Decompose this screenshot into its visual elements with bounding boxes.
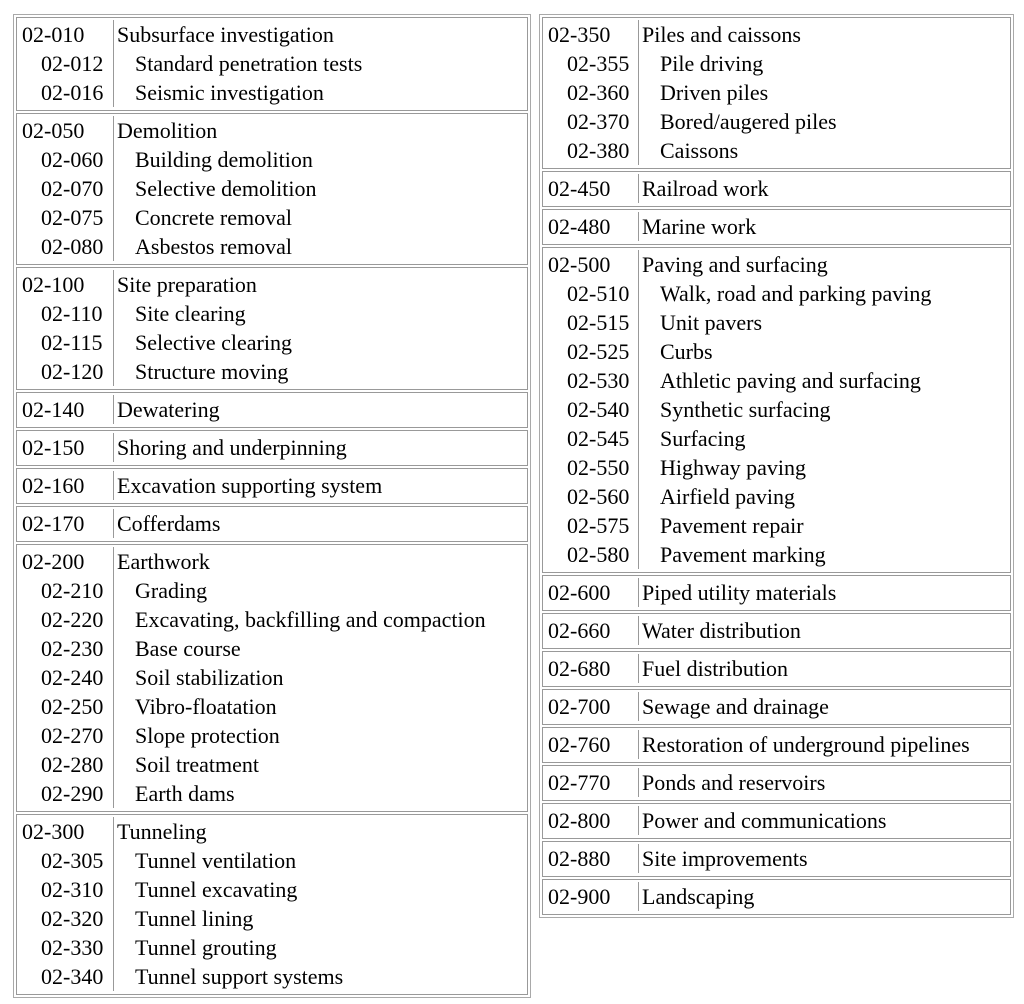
subsection-row [545, 337, 1008, 366]
section-group [542, 575, 1011, 611]
section-group [542, 689, 1011, 725]
section-title: Earthwork [117, 549, 210, 574]
subsection-row [19, 576, 525, 605]
section-code: 02-240 [19, 663, 114, 692]
section-code: 02-305 [19, 846, 114, 875]
section-code: 02-012 [19, 49, 114, 78]
section-title: Landscaping [642, 884, 755, 909]
section-code: 02-080 [19, 232, 114, 261]
section-group [16, 814, 528, 995]
section-code: 02-515 [545, 308, 639, 337]
section-title: Building demolition [135, 147, 313, 172]
section-code: 02-200 [19, 547, 114, 576]
section-title: Earth dams [135, 781, 235, 806]
section-code: 02-280 [19, 750, 114, 779]
section-title: Excavating, backfilling and compaction [135, 607, 486, 632]
left-column-table [13, 14, 531, 998]
subsection-row [19, 203, 525, 232]
section-title: Standard penetration tests [135, 51, 363, 76]
subsection-row [19, 933, 525, 962]
section-row [19, 547, 525, 576]
section-code: 02-290 [19, 779, 114, 808]
section-title: Water distribution [642, 618, 801, 643]
section-code: 02-170 [19, 509, 114, 538]
section-code: 02-340 [19, 962, 114, 991]
section-title: Subsurface investigation [117, 22, 334, 47]
section-row [545, 212, 1008, 241]
section-title: Unit pavers [660, 310, 763, 335]
section-code: 02-250 [19, 692, 114, 721]
subsection-row [545, 308, 1008, 337]
section-title: Soil stabilization [135, 665, 284, 690]
section-code: 02-350 [545, 20, 639, 49]
section-title: Asbestos removal [135, 234, 293, 259]
section-code: 02-580 [545, 540, 639, 569]
section-group [16, 468, 528, 504]
section-code: 02-360 [545, 78, 639, 107]
subsection-row [545, 453, 1008, 482]
subsection-row [545, 424, 1008, 453]
section-row [545, 844, 1008, 873]
section-row [545, 616, 1008, 645]
section-row [19, 433, 525, 462]
section-group [16, 392, 528, 428]
section-title: Surfacing [660, 426, 746, 451]
subsection-row [19, 299, 525, 328]
section-title: Athletic paving and surfacing [660, 368, 921, 393]
section-row [19, 20, 525, 49]
section-title: Site improvements [642, 846, 808, 871]
section-row [545, 250, 1008, 279]
section-group [542, 651, 1011, 687]
section-code: 02-220 [19, 605, 114, 634]
section-title: Excavation supporting system [117, 473, 383, 498]
section-code: 02-380 [545, 136, 639, 165]
section-code: 02-600 [545, 578, 639, 607]
section-code: 02-450 [545, 174, 639, 203]
section-title: Dewatering [117, 397, 220, 422]
section-group [542, 841, 1011, 877]
subsection-row [545, 540, 1008, 569]
section-row [545, 768, 1008, 797]
section-title: Structure moving [135, 359, 289, 384]
subsection-row [19, 145, 525, 174]
section-title: Power and communications [642, 808, 887, 833]
section-code: 02-310 [19, 875, 114, 904]
section-title: Railroad work [642, 176, 769, 201]
section-code: 02-075 [19, 203, 114, 232]
section-code: 02-100 [19, 270, 114, 299]
subsection-row [545, 511, 1008, 540]
section-row [19, 471, 525, 500]
subsection-row [19, 962, 525, 991]
section-title: Base course [135, 636, 241, 661]
subsection-row [19, 779, 525, 808]
section-title: Soil treatment [135, 752, 260, 777]
section-title: Selective clearing [135, 330, 292, 355]
section-title: Tunneling [117, 819, 207, 844]
section-code: 02-230 [19, 634, 114, 663]
section-title: Cofferdams [117, 511, 221, 536]
section-code: 02-355 [545, 49, 639, 78]
subsection-row [19, 721, 525, 750]
subsection-row [19, 692, 525, 721]
section-title: Airfield paving [660, 484, 796, 509]
section-code: 02-550 [545, 453, 639, 482]
section-group [542, 209, 1011, 245]
section-code: 02-540 [545, 395, 639, 424]
section-row [19, 509, 525, 538]
section-group [16, 17, 528, 111]
section-row [545, 692, 1008, 721]
section-title: Selective demolition [135, 176, 317, 201]
section-code: 02-480 [545, 212, 639, 241]
subsection-row [19, 49, 525, 78]
section-group [542, 879, 1011, 915]
section-title: Piles and caissons [642, 22, 801, 47]
section-group [542, 247, 1011, 573]
subsection-row [19, 78, 525, 107]
subsection-row [545, 107, 1008, 136]
section-code: 02-900 [545, 882, 639, 911]
section-title: Slope protection [135, 723, 280, 748]
subsection-row [545, 49, 1008, 78]
section-title: Pile driving [660, 51, 764, 76]
section-row [545, 730, 1008, 759]
section-title: Tunnel support systems [135, 964, 344, 989]
section-group [542, 171, 1011, 207]
section-title: Tunnel grouting [135, 935, 277, 960]
section-title: Ponds and reservoirs [642, 770, 826, 795]
section-row [545, 20, 1008, 49]
section-code: 02-070 [19, 174, 114, 203]
subsection-row [19, 174, 525, 203]
section-code: 02-060 [19, 145, 114, 174]
subsection-row [19, 232, 525, 261]
section-group [542, 17, 1011, 169]
section-group [542, 765, 1011, 801]
section-title: Concrete removal [135, 205, 292, 230]
section-code: 02-370 [545, 107, 639, 136]
section-code: 02-525 [545, 337, 639, 366]
section-title: Bored/augered piles [660, 109, 837, 134]
section-title: Driven piles [660, 80, 769, 105]
section-title: Fuel distribution [642, 656, 789, 681]
subsection-row [19, 357, 525, 386]
section-row [545, 806, 1008, 835]
section-code: 02-770 [545, 768, 639, 797]
section-code: 02-510 [545, 279, 639, 308]
section-group [542, 613, 1011, 649]
section-code: 02-560 [545, 482, 639, 511]
section-title: Pavement repair [660, 513, 804, 538]
subsection-row [545, 366, 1008, 395]
subsection-row [19, 634, 525, 663]
section-code: 02-575 [545, 511, 639, 540]
section-row [19, 116, 525, 145]
section-row [19, 270, 525, 299]
section-group [16, 544, 528, 812]
section-code: 02-500 [545, 250, 639, 279]
subsection-row [19, 605, 525, 634]
section-title: Demolition [117, 118, 218, 143]
right-column-table [539, 14, 1014, 918]
section-title: Pavement marking [660, 542, 826, 567]
section-code: 02-700 [545, 692, 639, 721]
section-title: Caissons [660, 138, 739, 163]
section-row [545, 578, 1008, 607]
section-code: 02-880 [545, 844, 639, 873]
section-title: Shoring and underpinning [117, 435, 347, 460]
section-title: Tunnel excavating [135, 877, 298, 902]
section-row [19, 817, 525, 846]
section-group [542, 727, 1011, 763]
section-row [545, 174, 1008, 203]
section-group [542, 803, 1011, 839]
section-title: Marine work [642, 214, 757, 239]
subsection-row [19, 750, 525, 779]
subsection-row [19, 663, 525, 692]
section-title: Highway paving [660, 455, 807, 480]
section-title: Seismic investigation [135, 80, 324, 105]
section-code: 02-320 [19, 904, 114, 933]
section-title: Site preparation [117, 272, 257, 297]
section-code: 02-110 [19, 299, 114, 328]
section-code: 02-330 [19, 933, 114, 962]
subsection-row [545, 482, 1008, 511]
section-title: Paving and surfacing [642, 252, 828, 277]
section-code: 02-115 [19, 328, 114, 357]
section-title: Synthetic surfacing [660, 397, 831, 422]
section-row [19, 395, 525, 424]
section-title: Site clearing [135, 301, 246, 326]
section-group [16, 430, 528, 466]
section-code: 02-270 [19, 721, 114, 750]
section-code: 02-660 [545, 616, 639, 645]
section-title: Vibro-floatation [135, 694, 277, 719]
section-title: Sewage and drainage [642, 694, 829, 719]
section-group [16, 267, 528, 390]
section-code: 02-140 [19, 395, 114, 424]
subsection-row [545, 395, 1008, 424]
section-title: Tunnel ventilation [135, 848, 297, 873]
section-code: 02-010 [19, 20, 114, 49]
subsection-row [19, 875, 525, 904]
section-code: 02-016 [19, 78, 114, 107]
section-code: 02-050 [19, 116, 114, 145]
section-code: 02-800 [545, 806, 639, 835]
subsection-row [19, 846, 525, 875]
section-title: Restoration of underground pipelines [642, 732, 970, 757]
subsection-row [19, 904, 525, 933]
section-title: Walk, road and parking paving [660, 281, 932, 306]
section-code: 02-545 [545, 424, 639, 453]
section-code: 02-160 [19, 471, 114, 500]
section-title: Curbs [660, 339, 713, 364]
section-row [545, 882, 1008, 911]
subsection-row [19, 328, 525, 357]
section-title: Tunnel lining [135, 906, 254, 931]
section-group [16, 506, 528, 542]
section-code: 02-150 [19, 433, 114, 462]
section-row [545, 654, 1008, 683]
section-code: 02-210 [19, 576, 114, 605]
section-code: 02-120 [19, 357, 114, 386]
section-code: 02-680 [545, 654, 639, 683]
section-title: Grading [135, 578, 208, 603]
section-group [16, 113, 528, 265]
section-code: 02-300 [19, 817, 114, 846]
subsection-row [545, 78, 1008, 107]
subsection-row [545, 136, 1008, 165]
section-code: 02-530 [545, 366, 639, 395]
section-title: Piped utility materials [642, 580, 837, 605]
subsection-row [545, 279, 1008, 308]
section-code: 02-760 [545, 730, 639, 759]
